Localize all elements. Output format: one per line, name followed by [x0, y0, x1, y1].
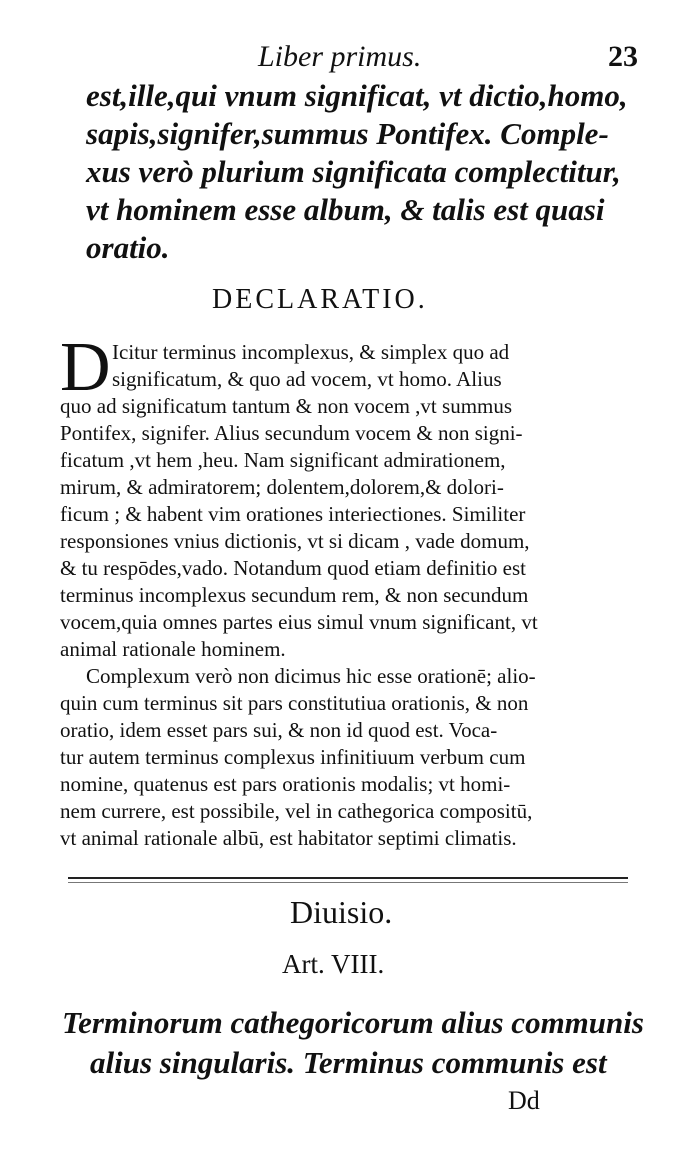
definition-line: Terminorum cathegoricorum alius communis: [62, 1005, 644, 1040]
body-line: animal rationale hominem.: [60, 637, 286, 661]
body-line: quo ad significatum tantum & non vocem ,vt summus: [60, 394, 513, 418]
article-number: Art. VIII.: [282, 949, 385, 979]
signature-mark: Dd: [508, 1086, 540, 1115]
section-divider: [68, 877, 628, 879]
body-line: quin cum terminus sit pars constitutiua orationis, & non: [60, 691, 529, 715]
body-line: Icitur terminus incomplexus, & simplex quo ad: [112, 340, 510, 364]
body-line: & tu respōdes,vado. Notandum quod etiam definitio est: [60, 556, 526, 580]
body-line: vocem,quia omnes partes eius simul vnum significant, vt: [60, 610, 538, 634]
body-line: oratio, idem esset pars sui, & non id quod est. Voca-: [60, 718, 498, 742]
body-line: ficum ; & habent vim orationes interiectiones. Similiter: [60, 502, 526, 526]
prefix-line: est,ille,qui vnum significat, vt dictio,homo,: [86, 78, 628, 113]
section-heading: DECLARATIO.: [212, 284, 428, 315]
body-line: vt animal rationale albū, est habitator septimi climatis.: [60, 826, 517, 850]
division-title: Diuisio.: [290, 894, 393, 930]
body-line: responsiones vnius dictionis, vt si dicam , vade domum,: [60, 529, 530, 553]
body-line: Complexum verò non dicimus hic esse orationē; alio-: [86, 664, 536, 688]
body-line: Pontifex, signifer. Alius secundum vocem & non signi-: [60, 421, 523, 445]
prefix-line: oratio.: [86, 230, 170, 265]
body-line: mirum, & admiratorem; dolentem,dolorem,& dolori-: [60, 475, 504, 499]
prefix-line: sapis,signifer,summus Pontifex. Comple-: [86, 116, 609, 151]
body-line: tur autem terminus complexus infinitiuum verbum cum: [60, 745, 526, 769]
body-line: significatum, & quo ad vocem, vt homo. Alius: [112, 367, 502, 391]
body-line: ficatum ,vt hem ,heu. Nam significant admirationem,: [60, 448, 506, 472]
page-number: 23: [608, 40, 638, 73]
body-line: nomine, quatenus est pars orationis modalis; vt homi-: [60, 772, 511, 796]
body-line: nem currere, est possibile, vel in cathegorica compositū,: [60, 799, 533, 823]
section-divider-thin: [68, 882, 628, 883]
body-line: terminus incomplexus secundum rem, & non secundum: [60, 583, 529, 607]
running-title: Liber primus.: [258, 40, 422, 73]
drop-cap: D: [60, 329, 111, 406]
prefix-line: vt hominem esse album, & talis est quasi: [86, 192, 605, 227]
definition-line: alius singularis. Terminus communis est: [90, 1045, 607, 1080]
prefix-line: xus verò plurium significata complectitur,: [86, 154, 621, 189]
